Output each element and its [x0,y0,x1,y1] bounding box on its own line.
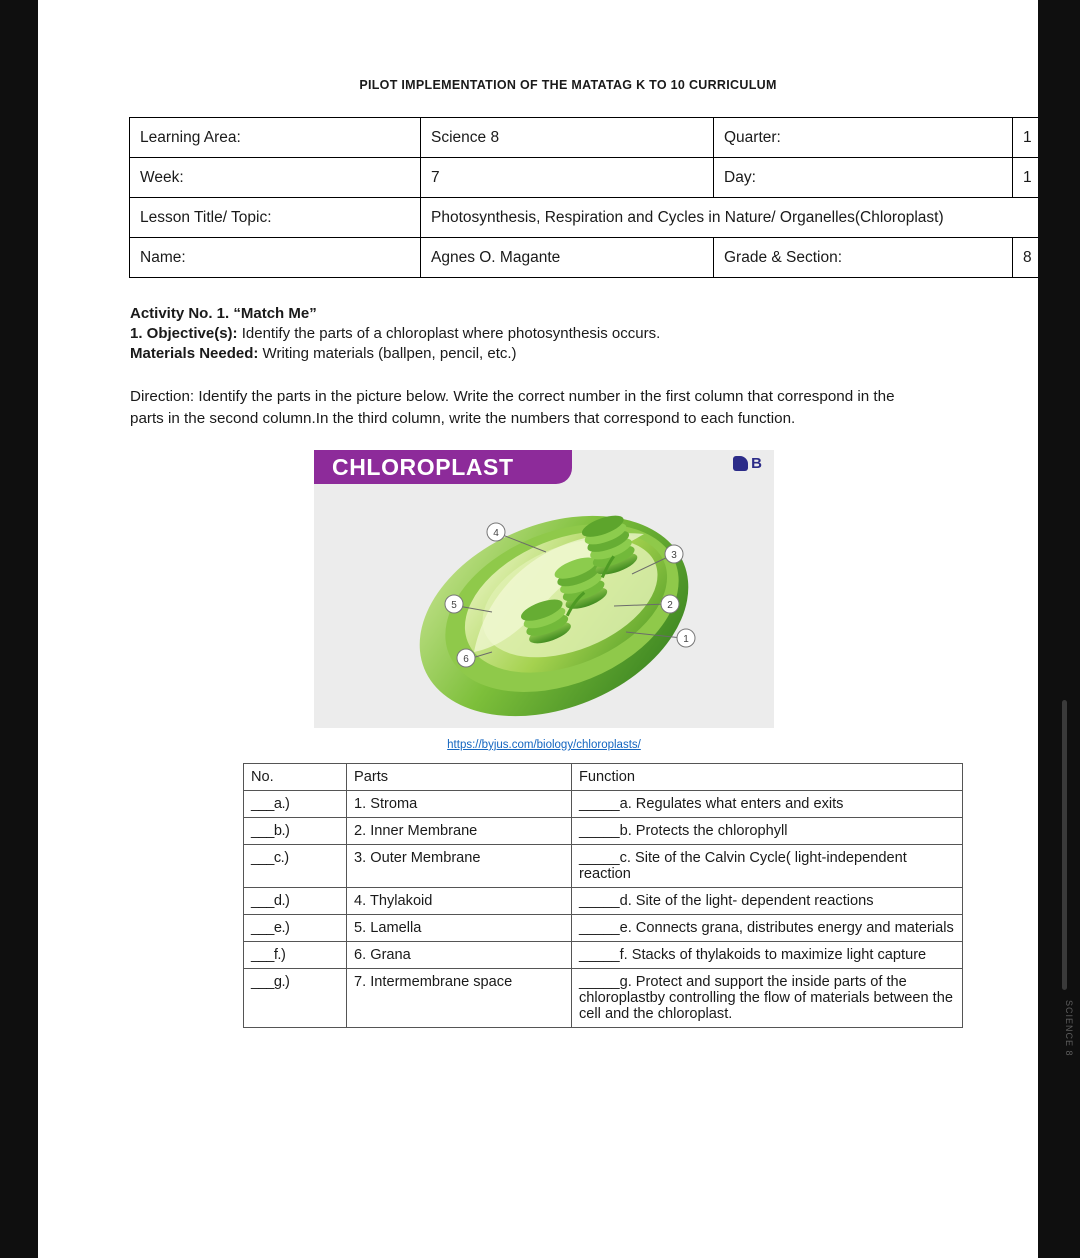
svg-text:3: 3 [671,549,677,561]
vertical-scrollbar[interactable] [1062,700,1067,990]
part-item-3: 3. Outer Membrane [347,844,572,887]
function-item-g[interactable]: _____g. Protect and support the inside parts of the chloroplastby controlling the flow of materials between the cell and the chloroplast. [572,968,963,1027]
document-body [38,78,1038,1028]
right-rail [1038,0,1080,1258]
answer-blank-f[interactable]: ___f.) [244,941,347,968]
name-value: Agnes O. Magante [421,238,714,278]
objective-text: Identify the parts of a chloroplast where photosynthesis occurs. [237,324,661,342]
lesson-info-table [129,117,1038,278]
answer-blank-g[interactable]: ___g.) [244,968,347,1027]
direction-block [130,386,920,430]
lesson-title-value: Photosynthesis, Respiration and Cycles in Nature/ Organelles(Chloroplast) [421,198,1039,238]
function-item-e[interactable]: _____e. Connects grana, distributes energy and materials [572,914,963,941]
table-row [244,914,963,941]
table-row [244,844,963,887]
table-row [130,158,1039,198]
logo-letter: B [751,454,762,472]
chloroplast-figure [314,450,774,728]
answer-blank-b[interactable]: ___b.) [244,817,347,844]
part-item-1: 1. Stroma [347,790,572,817]
materials-text: Writing materials (ballpen, pencil, etc.) [258,344,517,362]
activity-objective-line [130,324,988,344]
function-item-c[interactable]: _____c. Site of the Calvin Cycle( light-independent reaction [572,844,963,887]
day-value: 1 [1013,158,1039,198]
quarter-label: Quarter: [714,118,1013,158]
quarter-value: 1 [1013,118,1039,158]
function-item-b[interactable]: _____b. Protects the chlorophyll [572,817,963,844]
answer-blank-c[interactable]: ___c.) [244,844,347,887]
part-item-7: 7. Intermembrane space [347,968,572,1027]
learning-area-value: Science 8 [421,118,714,158]
answer-blank-a[interactable]: ___a.) [244,790,347,817]
week-value: 7 [421,158,714,198]
table-row [130,118,1039,158]
grade-section-value: 8 [1013,238,1039,278]
part-item-6: 6. Grana [347,941,572,968]
side-caption-label: SCIENCE 8 [1064,1000,1074,1057]
name-label: Name: [130,238,421,278]
answer-blank-e[interactable]: ___e.) [244,914,347,941]
left-rail [0,0,38,1258]
figure-wrapper [88,450,988,751]
document-page [38,0,1038,1258]
figure-title: CHLOROPLAST [314,450,572,484]
svg-text:4: 4 [493,527,499,539]
table-row [244,817,963,844]
direction-text: Identify the parts in the picture below. Write the correct number in the first column that correspond in the parts in the second column.In the third column, write the numbers that correspond to each function. [130,387,895,427]
activity-block [130,304,988,364]
learning-area-label: Learning Area: [130,118,421,158]
table-row [244,887,963,914]
column-header-no: No. [244,763,347,790]
table-row [244,968,963,1027]
part-item-4: 4. Thylakoid [347,887,572,914]
chloroplast-illustration [314,450,774,728]
grade-section-label: Grade & Section: [714,238,1013,278]
function-item-f[interactable]: _____f. Stacks of thylakoids to maximize light capture [572,941,963,968]
lesson-title-label: Lesson Title/ Topic: [130,198,421,238]
svg-text:1: 1 [683,633,689,645]
svg-text:6: 6 [463,653,469,665]
part-item-2: 2. Inner Membrane [347,817,572,844]
day-label: Day: [714,158,1013,198]
direction-label: Direction: [130,387,195,405]
objective-label: 1. Objective(s): [130,324,238,342]
table-row [130,238,1039,278]
table-row [244,941,963,968]
table-row [130,198,1039,238]
answer-blank-d[interactable]: ___d.) [244,887,347,914]
materials-label: Materials Needed: [130,344,259,362]
svg-text:2: 2 [667,599,673,611]
activity-materials-line [130,344,988,364]
function-item-d[interactable]: _____d. Site of the light- dependent reactions [572,887,963,914]
match-me-answer-table [243,763,963,1028]
week-label: Week: [130,158,421,198]
document-header-title: PILOT IMPLEMENTATION OF THE MATATAG K TO 10 CURRICULUM [359,78,777,92]
figure-source-link[interactable]: https://byjus.com/biology/chloroplasts/ [447,738,641,751]
function-item-a[interactable]: _____a. Regulates what enters and exits [572,790,963,817]
svg-text:5: 5 [451,599,457,611]
column-header-parts: Parts [347,763,572,790]
part-item-5: 5. Lamella [347,914,572,941]
column-header-function: Function [572,763,963,790]
activity-title: Activity No. 1. “Match Me” [130,305,317,322]
table-header-row [244,763,963,790]
table-row [244,790,963,817]
